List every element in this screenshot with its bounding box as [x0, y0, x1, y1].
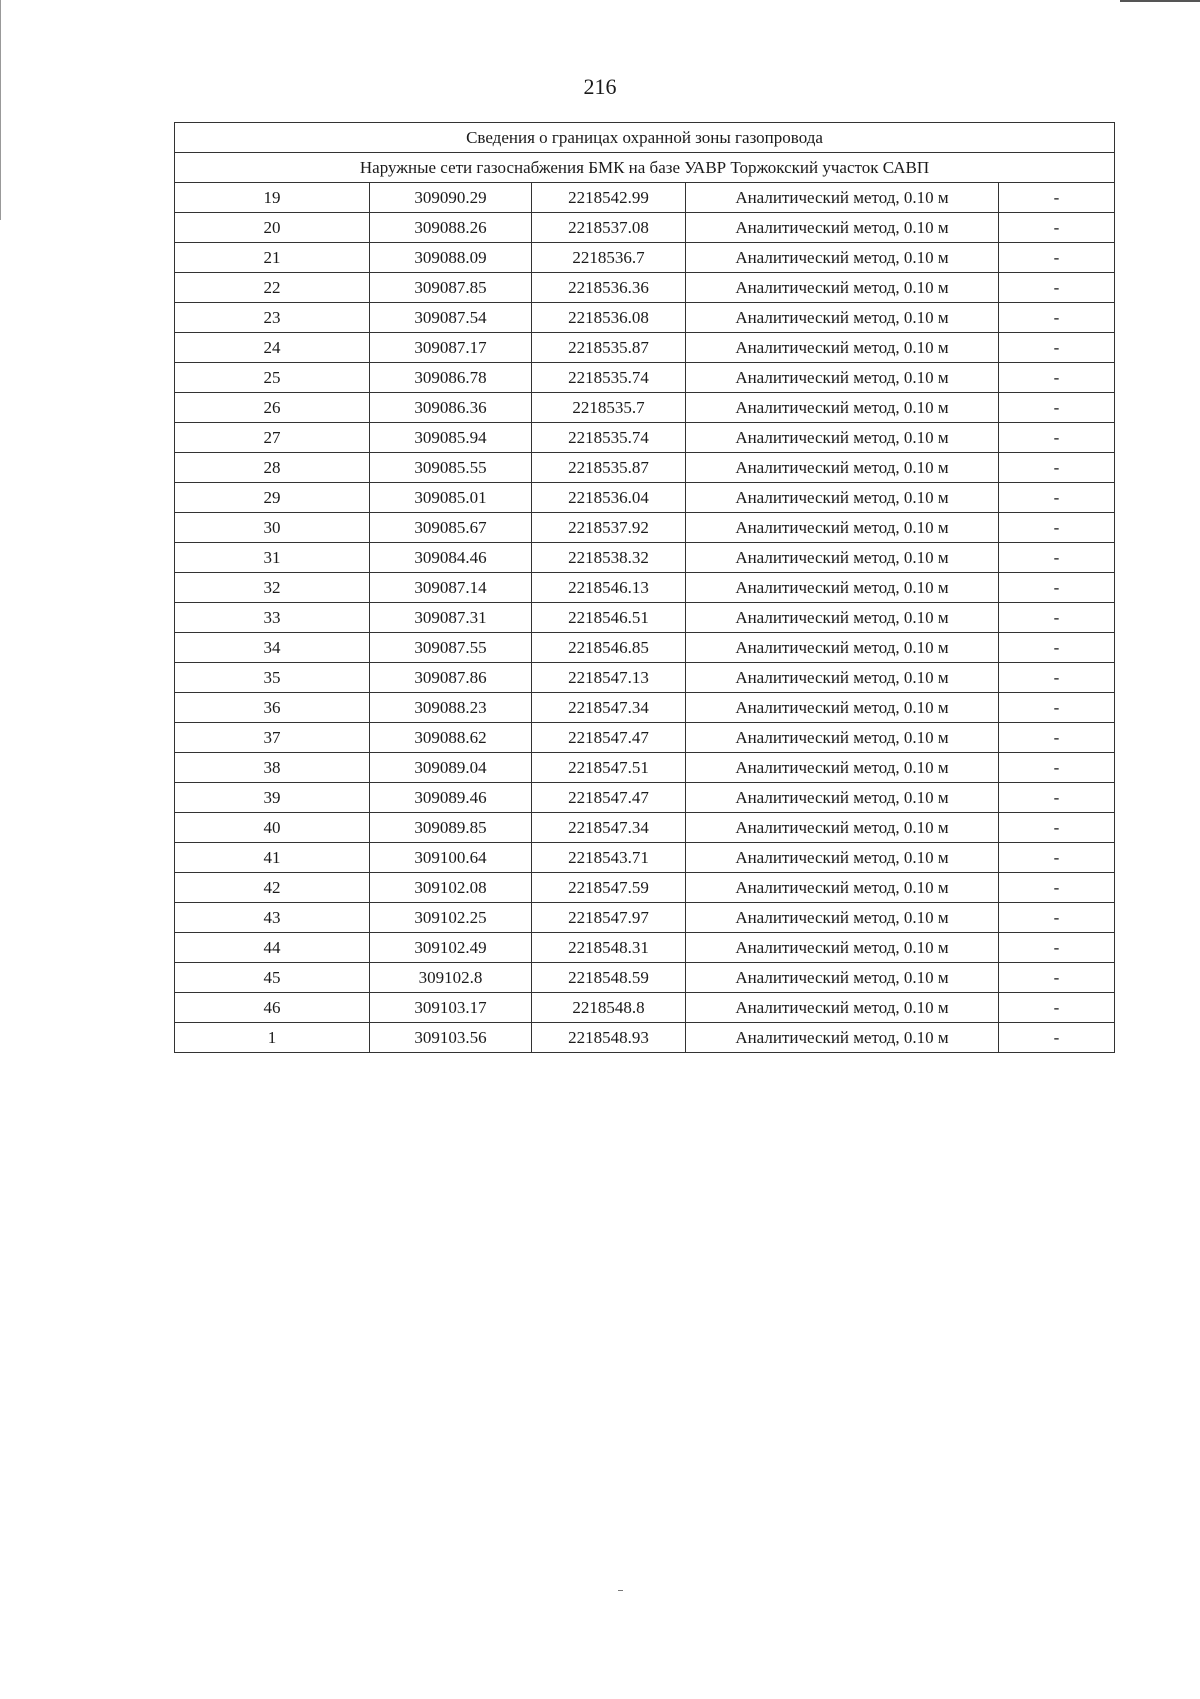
- cell-coord-y: 2218542.99: [532, 183, 686, 213]
- cell-coord-x: 309086.78: [370, 363, 532, 393]
- cell-point-number: 23: [175, 303, 370, 333]
- cell-coord-x: 309084.46: [370, 543, 532, 573]
- cell-coord-x: 309102.49: [370, 933, 532, 963]
- cell-coord-y: 2218537.92: [532, 513, 686, 543]
- cell-coord-x: 309085.01: [370, 483, 532, 513]
- table-row: [175, 633, 1115, 663]
- cell-coord-y: 2218547.47: [532, 783, 686, 813]
- cell-coord-x: 309085.67: [370, 513, 532, 543]
- cell-method: Аналитический метод, 0.10 м: [686, 453, 999, 483]
- cell-coord-y: 2218547.13: [532, 663, 686, 693]
- cell-method: Аналитический метод, 0.10 м: [686, 423, 999, 453]
- cell-note: -: [999, 663, 1115, 693]
- table-row: [175, 753, 1115, 783]
- table-row: [175, 663, 1115, 693]
- cell-coord-x: 309087.55: [370, 633, 532, 663]
- cell-coord-x: 309085.94: [370, 423, 532, 453]
- table-row: [175, 183, 1115, 213]
- cell-coord-x: 309087.14: [370, 573, 532, 603]
- cell-point-number: 19: [175, 183, 370, 213]
- cell-coord-y: 2218547.34: [532, 693, 686, 723]
- table-title: Сведения о границах охранной зоны газопровода: [175, 123, 1115, 153]
- cell-coord-y: 2218547.51: [532, 753, 686, 783]
- cell-method: Аналитический метод, 0.10 м: [686, 753, 999, 783]
- scan-edge-top: [1120, 0, 1200, 2]
- cell-coord-x: 309103.56: [370, 1023, 532, 1053]
- cell-coord-y: 2218538.32: [532, 543, 686, 573]
- cell-coord-x: 309089.46: [370, 783, 532, 813]
- table-subtitle-row: [175, 153, 1115, 183]
- cell-method: Аналитический метод, 0.10 м: [686, 783, 999, 813]
- cell-method: Аналитический метод, 0.10 м: [686, 603, 999, 633]
- boundary-table: [174, 122, 1115, 1053]
- table-row: [175, 903, 1115, 933]
- table-row: [175, 363, 1115, 393]
- cell-point-number: 27: [175, 423, 370, 453]
- cell-point-number: 33: [175, 603, 370, 633]
- cell-coord-y: 2218548.31: [532, 933, 686, 963]
- cell-note: -: [999, 963, 1115, 993]
- table-row: [175, 543, 1115, 573]
- cell-point-number: 37: [175, 723, 370, 753]
- cell-coord-y: 2218535.74: [532, 363, 686, 393]
- cell-point-number: 1: [175, 1023, 370, 1053]
- stray-mark: [618, 1590, 623, 1591]
- cell-coord-y: 2218536.04: [532, 483, 686, 513]
- cell-point-number: 29: [175, 483, 370, 513]
- cell-point-number: 22: [175, 273, 370, 303]
- cell-method: Аналитический метод, 0.10 м: [686, 813, 999, 843]
- cell-coord-y: 2218546.51: [532, 603, 686, 633]
- table-row: [175, 843, 1115, 873]
- cell-note: -: [999, 993, 1115, 1023]
- cell-point-number: 36: [175, 693, 370, 723]
- cell-coord-y: 2218547.47: [532, 723, 686, 753]
- table-body: [175, 183, 1115, 1053]
- cell-method: Аналитический метод, 0.10 м: [686, 963, 999, 993]
- table-row: [175, 693, 1115, 723]
- table-row: [175, 513, 1115, 543]
- table-row: [175, 453, 1115, 483]
- cell-method: Аналитический метод, 0.10 м: [686, 573, 999, 603]
- cell-method: Аналитический метод, 0.10 м: [686, 903, 999, 933]
- cell-note: -: [999, 273, 1115, 303]
- table-title-row: [175, 123, 1115, 153]
- table-row: [175, 303, 1115, 333]
- cell-note: -: [999, 453, 1115, 483]
- table-row: [175, 393, 1115, 423]
- cell-coord-x: 309087.85: [370, 273, 532, 303]
- cell-method: Аналитический метод, 0.10 м: [686, 1023, 999, 1053]
- cell-point-number: 45: [175, 963, 370, 993]
- cell-method: Аналитический метод, 0.10 м: [686, 933, 999, 963]
- scan-edge-left: [0, 0, 1, 220]
- cell-note: -: [999, 423, 1115, 453]
- cell-point-number: 34: [175, 633, 370, 663]
- table-row: [175, 603, 1115, 633]
- cell-point-number: 31: [175, 543, 370, 573]
- table-row: [175, 783, 1115, 813]
- cell-point-number: 28: [175, 453, 370, 483]
- table-row: [175, 723, 1115, 753]
- cell-note: -: [999, 303, 1115, 333]
- cell-note: -: [999, 603, 1115, 633]
- cell-point-number: 21: [175, 243, 370, 273]
- table-row: [175, 483, 1115, 513]
- table-row: [175, 243, 1115, 273]
- cell-point-number: 43: [175, 903, 370, 933]
- cell-note: -: [999, 243, 1115, 273]
- cell-note: -: [999, 213, 1115, 243]
- cell-point-number: 44: [175, 933, 370, 963]
- table-row: [175, 873, 1115, 903]
- cell-note: -: [999, 753, 1115, 783]
- cell-note: -: [999, 783, 1115, 813]
- cell-coord-x: 309088.26: [370, 213, 532, 243]
- cell-coord-x: 309088.62: [370, 723, 532, 753]
- table-row: [175, 813, 1115, 843]
- cell-point-number: 32: [175, 573, 370, 603]
- table-row: [175, 273, 1115, 303]
- cell-note: -: [999, 393, 1115, 423]
- cell-coord-x: 309088.23: [370, 693, 532, 723]
- cell-coord-y: 2218547.97: [532, 903, 686, 933]
- cell-point-number: 30: [175, 513, 370, 543]
- cell-coord-y: 2218535.7: [532, 393, 686, 423]
- cell-method: Аналитический метод, 0.10 м: [686, 333, 999, 363]
- cell-coord-y: 2218547.59: [532, 873, 686, 903]
- cell-coord-x: 309087.31: [370, 603, 532, 633]
- cell-method: Аналитический метод, 0.10 м: [686, 543, 999, 573]
- cell-coord-x: 309089.85: [370, 813, 532, 843]
- cell-method: Аналитический метод, 0.10 м: [686, 483, 999, 513]
- cell-coord-y: 2218546.13: [532, 573, 686, 603]
- cell-note: -: [999, 543, 1115, 573]
- table-row: [175, 933, 1115, 963]
- cell-note: -: [999, 873, 1115, 903]
- cell-point-number: 39: [175, 783, 370, 813]
- cell-method: Аналитический метод, 0.10 м: [686, 273, 999, 303]
- table-subtitle: Наружные сети газоснабжения БМК на базе УАВР Торжокский участок САВП: [175, 153, 1115, 183]
- cell-coord-y: 2218548.93: [532, 1023, 686, 1053]
- cell-note: -: [999, 573, 1115, 603]
- cell-method: Аналитический метод, 0.10 м: [686, 513, 999, 543]
- cell-method: Аналитический метод, 0.10 м: [686, 303, 999, 333]
- cell-coord-x: 309085.55: [370, 453, 532, 483]
- cell-note: -: [999, 513, 1115, 543]
- cell-note: -: [999, 723, 1115, 753]
- cell-method: Аналитический метод, 0.10 м: [686, 723, 999, 753]
- cell-note: -: [999, 633, 1115, 663]
- cell-note: -: [999, 813, 1115, 843]
- table-row: [175, 423, 1115, 453]
- cell-note: -: [999, 333, 1115, 363]
- cell-note: -: [999, 843, 1115, 873]
- cell-coord-y: 2218536.7: [532, 243, 686, 273]
- cell-point-number: 38: [175, 753, 370, 783]
- cell-coord-y: 2218535.87: [532, 333, 686, 363]
- cell-coord-x: 309102.8: [370, 963, 532, 993]
- table-row: [175, 993, 1115, 1023]
- cell-coord-x: 309089.04: [370, 753, 532, 783]
- cell-point-number: 40: [175, 813, 370, 843]
- cell-method: Аналитический метод, 0.10 м: [686, 693, 999, 723]
- cell-note: -: [999, 903, 1115, 933]
- cell-note: -: [999, 483, 1115, 513]
- cell-method: Аналитический метод, 0.10 м: [686, 393, 999, 423]
- cell-method: Аналитический метод, 0.10 м: [686, 183, 999, 213]
- cell-coord-y: 2218548.59: [532, 963, 686, 993]
- cell-note: -: [999, 933, 1115, 963]
- table-row: [175, 333, 1115, 363]
- cell-method: Аналитический метод, 0.10 м: [686, 633, 999, 663]
- cell-coord-y: 2218536.08: [532, 303, 686, 333]
- cell-method: Аналитический метод, 0.10 м: [686, 243, 999, 273]
- table-row: [175, 1023, 1115, 1053]
- cell-point-number: 20: [175, 213, 370, 243]
- cell-method: Аналитический метод, 0.10 м: [686, 993, 999, 1023]
- cell-method: Аналитический метод, 0.10 м: [686, 843, 999, 873]
- cell-coord-y: 2218535.87: [532, 453, 686, 483]
- cell-note: -: [999, 183, 1115, 213]
- cell-point-number: 26: [175, 393, 370, 423]
- table-row: [175, 213, 1115, 243]
- cell-point-number: 42: [175, 873, 370, 903]
- cell-point-number: 35: [175, 663, 370, 693]
- cell-coord-x: 309086.36: [370, 393, 532, 423]
- cell-method: Аналитический метод, 0.10 м: [686, 363, 999, 393]
- cell-coord-x: 309087.17: [370, 333, 532, 363]
- cell-coord-x: 309102.08: [370, 873, 532, 903]
- cell-coord-x: 309103.17: [370, 993, 532, 1023]
- cell-point-number: 41: [175, 843, 370, 873]
- cell-method: Аналитический метод, 0.10 м: [686, 873, 999, 903]
- page-number: 216: [583, 74, 617, 99]
- cell-point-number: 24: [175, 333, 370, 363]
- cell-point-number: 46: [175, 993, 370, 1023]
- cell-coord-x: 309088.09: [370, 243, 532, 273]
- cell-coord-x: 309087.54: [370, 303, 532, 333]
- cell-coord-x: 309087.86: [370, 663, 532, 693]
- cell-coord-y: 2218548.8: [532, 993, 686, 1023]
- cell-coord-x: 309090.29: [370, 183, 532, 213]
- table-row: [175, 573, 1115, 603]
- cell-coord-x: 309102.25: [370, 903, 532, 933]
- cell-coord-y: 2218546.85: [532, 633, 686, 663]
- cell-note: -: [999, 1023, 1115, 1053]
- table-row: [175, 963, 1115, 993]
- cell-coord-y: 2218535.74: [532, 423, 686, 453]
- cell-method: Аналитический метод, 0.10 м: [686, 663, 999, 693]
- cell-coord-y: 2218547.34: [532, 813, 686, 843]
- cell-coord-y: 2218543.71: [532, 843, 686, 873]
- cell-coord-y: 2218536.36: [532, 273, 686, 303]
- cell-note: -: [999, 363, 1115, 393]
- cell-coord-y: 2218537.08: [532, 213, 686, 243]
- cell-method: Аналитический метод, 0.10 м: [686, 213, 999, 243]
- cell-coord-x: 309100.64: [370, 843, 532, 873]
- cell-point-number: 25: [175, 363, 370, 393]
- cell-note: -: [999, 693, 1115, 723]
